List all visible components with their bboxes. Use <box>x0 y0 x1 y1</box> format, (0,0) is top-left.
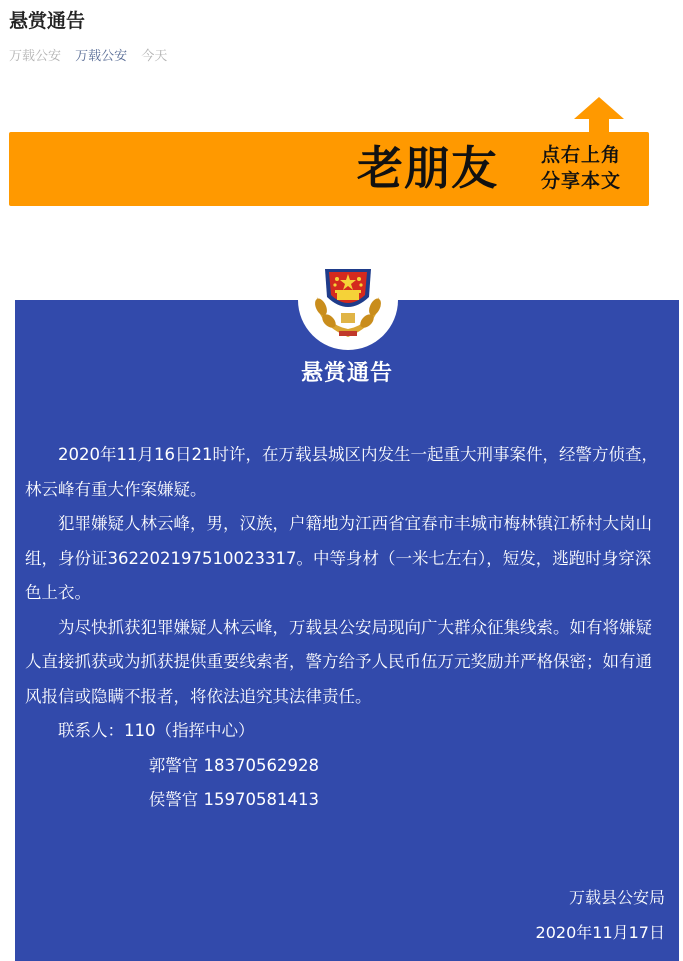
share-banner <box>9 132 649 206</box>
contact-main: 联系人：110（指挥中心） <box>58 721 255 740</box>
account-link[interactable]: 万载公安 <box>75 49 128 64</box>
banner-sub-text <box>541 142 621 194</box>
contact-officer-guo: 郭警官 18370562928 <box>148 755 319 775</box>
reward-notice-panel <box>15 300 679 961</box>
banner-sub-line1: 点右上角 <box>541 144 622 166</box>
banner-main-text: 老朋友 <box>357 141 498 195</box>
notice-paragraph: 犯罪嫌疑人林云峰，男，汉族，户籍地为江西省宜春市丰城市梅林镇江桥村大岗山组，身份证362202197510023317。中等身材（一米七左右），短发，逃跑时身穿深色上衣。 <box>25 514 652 602</box>
publish-date: 今天 <box>141 49 168 64</box>
signature: 万载县公安局 <box>568 888 665 907</box>
police-emblem-icon <box>298 250 398 350</box>
source-label: 万载公安 <box>9 49 62 64</box>
notice-paragraph: 为尽快抓获犯罪嫌疑人林云峰，万载县公安局现向广大群众征集线索。如有将嫌疑人直接抓获或为抓获提供重要线索者，警方给予人民币伍万元奖励并严格保密；如有通风报信或隐瞒不报者，将依法追究其法律责任。 <box>25 617 652 706</box>
notice-title: 悬赏通告 <box>300 361 393 386</box>
sign-date: 2020年11月17日 <box>535 923 665 942</box>
article-title: 悬赏通告 <box>9 10 86 32</box>
contact-officer-hou: 侯警官 15970581413 <box>148 790 319 809</box>
notice-paragraph: 2020年11月16日21时许，在万载县城区内发生一起重大刑事案件，经警方侦查，林云峰有重大作案嫌疑。 <box>25 445 658 499</box>
article-meta <box>9 45 177 64</box>
notice-body <box>25 438 665 818</box>
banner-sub-line2: 分享本文 <box>541 170 622 192</box>
share-arrow-icon <box>574 97 624 137</box>
